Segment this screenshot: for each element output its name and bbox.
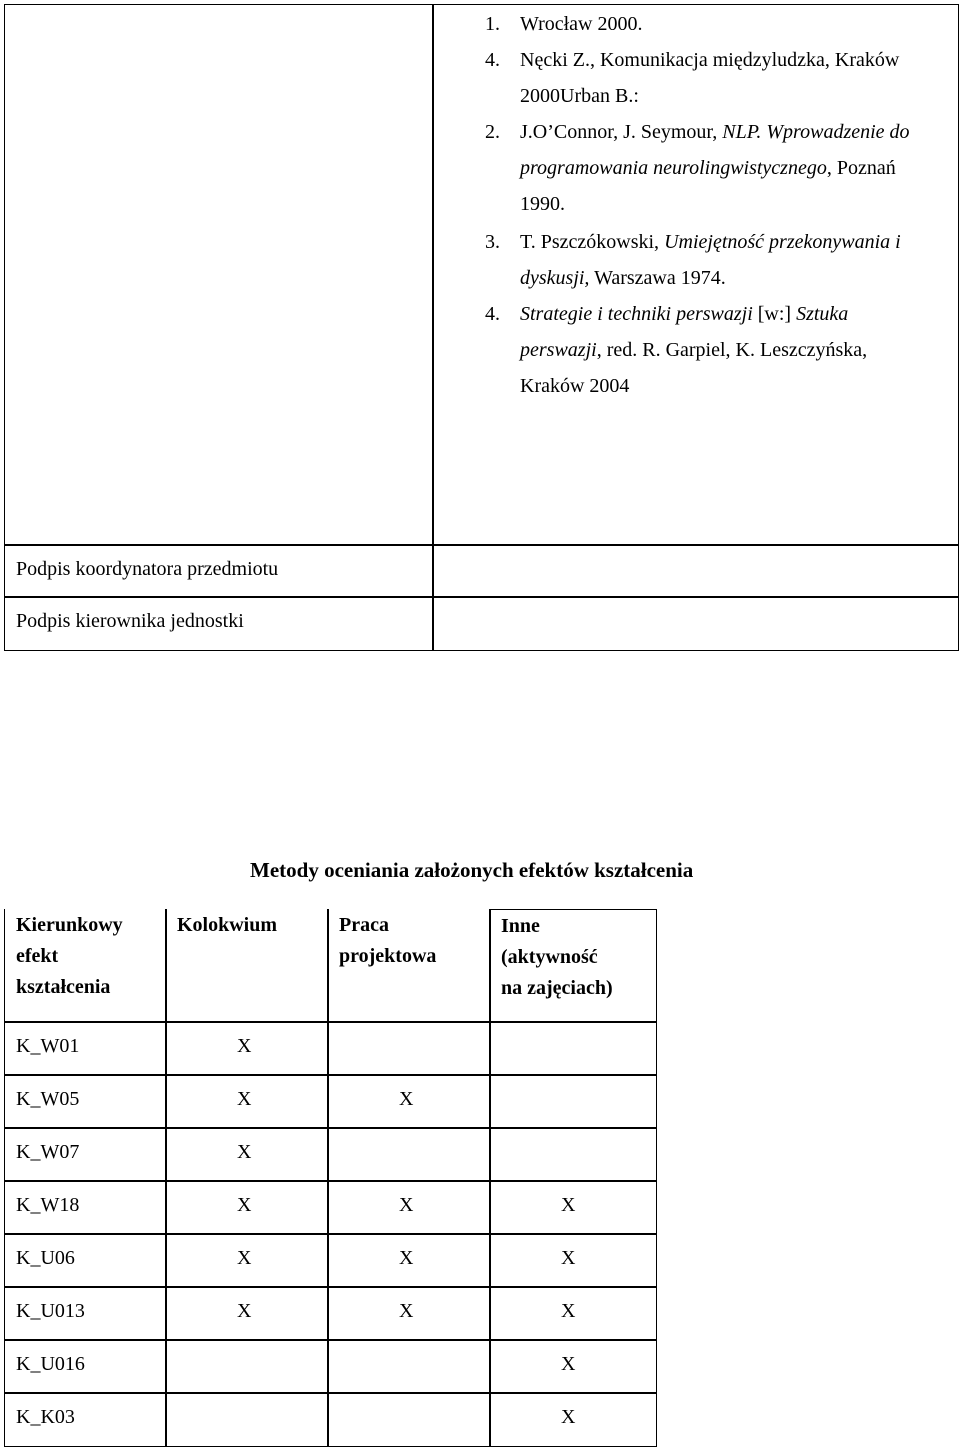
method-mark-cell-colloquium bbox=[165, 1339, 329, 1394]
bibliography-number: 4. bbox=[485, 303, 500, 325]
header-cell-effect bbox=[4, 909, 167, 1023]
header-label-line: Kolokwium bbox=[177, 914, 278, 936]
header-cell-project bbox=[327, 909, 491, 1023]
effect-code: K_W07 bbox=[16, 1141, 80, 1163]
bibliography-title-fragment: programowania neurolingwistycznego bbox=[520, 157, 827, 179]
method-mark: X bbox=[399, 1088, 414, 1110]
bibliography-title-fragment: perswazji bbox=[520, 339, 597, 361]
header-label-line: efekt bbox=[16, 945, 59, 967]
methods-heading: Metody oceniania założonych efektów kształcenia bbox=[250, 858, 694, 882]
method-mark-cell-project bbox=[327, 1021, 491, 1076]
effect-code-cell bbox=[4, 1339, 167, 1394]
method-mark: X bbox=[399, 1247, 414, 1269]
method-mark-cell-project bbox=[327, 1180, 491, 1235]
method-mark-cell-other bbox=[489, 1180, 657, 1235]
method-mark-cell-other bbox=[489, 1286, 657, 1341]
header-label-project bbox=[339, 910, 436, 972]
bibliography-title-fragment: Umiejętność przekonywania i bbox=[664, 231, 901, 253]
header-label-line: (aktywność bbox=[501, 946, 598, 968]
bibliography-number: 1. bbox=[485, 13, 500, 35]
method-mark: X bbox=[561, 1300, 576, 1322]
bibliography-fragment: , Poznań bbox=[826, 157, 896, 179]
effect-code-cell bbox=[4, 1021, 167, 1076]
bibliography-fragment: J.O’Connor, J. Seymour, bbox=[520, 121, 723, 143]
method-mark: X bbox=[399, 1194, 414, 1216]
method-mark: X bbox=[561, 1247, 576, 1269]
header-cell-other bbox=[489, 909, 657, 1023]
method-mark-cell-colloquium bbox=[165, 1286, 329, 1341]
bibliography-text bbox=[520, 13, 643, 36]
effect-code: K_U013 bbox=[16, 1300, 85, 1322]
effect-code-cell bbox=[4, 1074, 167, 1129]
method-mark: X bbox=[399, 1300, 414, 1322]
header-label-line: Inne bbox=[501, 915, 540, 937]
effect-code-cell bbox=[4, 1127, 167, 1182]
head-signature-field[interactable] bbox=[432, 596, 959, 651]
bibliography-text bbox=[520, 303, 848, 326]
effect-code-cell bbox=[4, 1286, 167, 1341]
method-mark-cell-project bbox=[327, 1233, 491, 1288]
bibliography-title-fragment: dyskusji, bbox=[520, 267, 590, 289]
method-mark: X bbox=[561, 1353, 576, 1375]
method-mark: X bbox=[237, 1035, 252, 1057]
method-mark-cell-project bbox=[327, 1286, 491, 1341]
effect-code: K_W01 bbox=[16, 1035, 80, 1057]
literature-label-cell bbox=[4, 4, 434, 546]
method-mark-cell-other bbox=[489, 1233, 657, 1288]
header-label-other bbox=[501, 911, 613, 1004]
bibliography-text bbox=[520, 231, 901, 254]
coordinator-signature-field[interactable] bbox=[432, 544, 959, 598]
bibliography-fragment: 1990. bbox=[520, 193, 565, 215]
coordinator-signature-label-cell bbox=[4, 544, 434, 598]
header-label-line: projektowa bbox=[339, 945, 437, 967]
effect-code-cell bbox=[4, 1180, 167, 1235]
head-signature-label: Podpis kierownika jednostki bbox=[16, 610, 244, 632]
bibliography-title-fragment: Sztuka bbox=[796, 303, 849, 325]
bibliography-fragment: 2000Urban B.: bbox=[520, 85, 639, 107]
bibliography-title-fragment: NLP. Wprowadzenie do bbox=[722, 121, 910, 143]
effect-code-cell bbox=[4, 1233, 167, 1288]
effect-code-cell bbox=[4, 1392, 167, 1447]
literature-content-cell bbox=[432, 4, 959, 546]
method-mark-cell-other bbox=[489, 1392, 657, 1447]
method-mark-cell-project bbox=[327, 1392, 491, 1447]
method-mark: X bbox=[561, 1406, 576, 1428]
effect-code: K_W05 bbox=[16, 1088, 80, 1110]
bibliography-fragment: Wrocław 2000. bbox=[520, 13, 643, 35]
bibliography-text bbox=[520, 121, 910, 144]
bibliography-text bbox=[520, 339, 867, 362]
bibliography-title-fragment: Strategie i techniki perswazji bbox=[520, 303, 753, 325]
header-cell-colloquium bbox=[165, 909, 329, 1023]
bibliography-fragment: T. Pszczókowski, bbox=[520, 231, 665, 253]
method-mark-cell-colloquium bbox=[165, 1233, 329, 1288]
bibliography-fragment: Kraków 2004 bbox=[520, 375, 630, 397]
effect-code: K_U06 bbox=[16, 1247, 75, 1269]
effect-code: K_U016 bbox=[16, 1353, 85, 1375]
method-mark-cell-other bbox=[489, 1339, 657, 1394]
method-mark-cell-colloquium bbox=[165, 1021, 329, 1076]
header-label-line: Kierunkowy bbox=[16, 914, 123, 936]
header-label-colloquium bbox=[177, 910, 277, 941]
method-mark-cell-other bbox=[489, 1021, 657, 1076]
method-mark: X bbox=[237, 1300, 252, 1322]
bibliography-text bbox=[520, 375, 629, 398]
bibliography-text bbox=[520, 157, 896, 180]
method-mark-cell-project bbox=[327, 1127, 491, 1182]
bibliography-number: 2. bbox=[485, 121, 500, 143]
method-mark-cell-other bbox=[489, 1127, 657, 1182]
header-label-line: kształcenia bbox=[16, 976, 111, 998]
bibliography-number: 3. bbox=[485, 231, 500, 253]
header-label-line: Praca bbox=[339, 914, 389, 936]
bibliography-number: 4. bbox=[485, 49, 500, 71]
bibliography-fragment: Warszawa 1974. bbox=[589, 267, 726, 289]
method-mark-cell-project bbox=[327, 1339, 491, 1394]
bibliography-text bbox=[520, 85, 639, 108]
bibliography-text bbox=[520, 267, 726, 290]
method-mark-cell-colloquium bbox=[165, 1392, 329, 1447]
bibliography-fragment: Nęcki Z., Komunikacja międzyludzka, Kraków bbox=[520, 49, 900, 71]
bibliography-fragment: , red. R. Garpiel, K. Leszczyńska, bbox=[596, 339, 868, 361]
bibliography-text bbox=[520, 193, 565, 216]
method-mark: X bbox=[237, 1194, 252, 1216]
effect-code: K_K03 bbox=[16, 1406, 75, 1428]
bibliography-fragment: [w:] bbox=[752, 303, 797, 325]
method-mark-cell-project bbox=[327, 1074, 491, 1129]
method-mark: X bbox=[237, 1247, 252, 1269]
method-mark-cell-colloquium bbox=[165, 1180, 329, 1235]
method-mark: X bbox=[237, 1141, 252, 1163]
head-signature-label-cell bbox=[4, 596, 434, 651]
header-label-line: na zajęciach) bbox=[501, 977, 613, 999]
coordinator-signature-label: Podpis koordynatora przedmiotu bbox=[16, 558, 279, 580]
method-mark-cell-colloquium bbox=[165, 1127, 329, 1182]
bibliography-text bbox=[520, 49, 899, 72]
literature-signature-table bbox=[4, 4, 959, 651]
method-mark-cell-colloquium bbox=[165, 1074, 329, 1129]
effect-code: K_W18 bbox=[16, 1194, 80, 1216]
method-mark-cell-other bbox=[489, 1074, 657, 1129]
method-mark: X bbox=[237, 1088, 252, 1110]
header-label-effect bbox=[16, 910, 123, 1003]
method-mark: X bbox=[561, 1194, 576, 1216]
